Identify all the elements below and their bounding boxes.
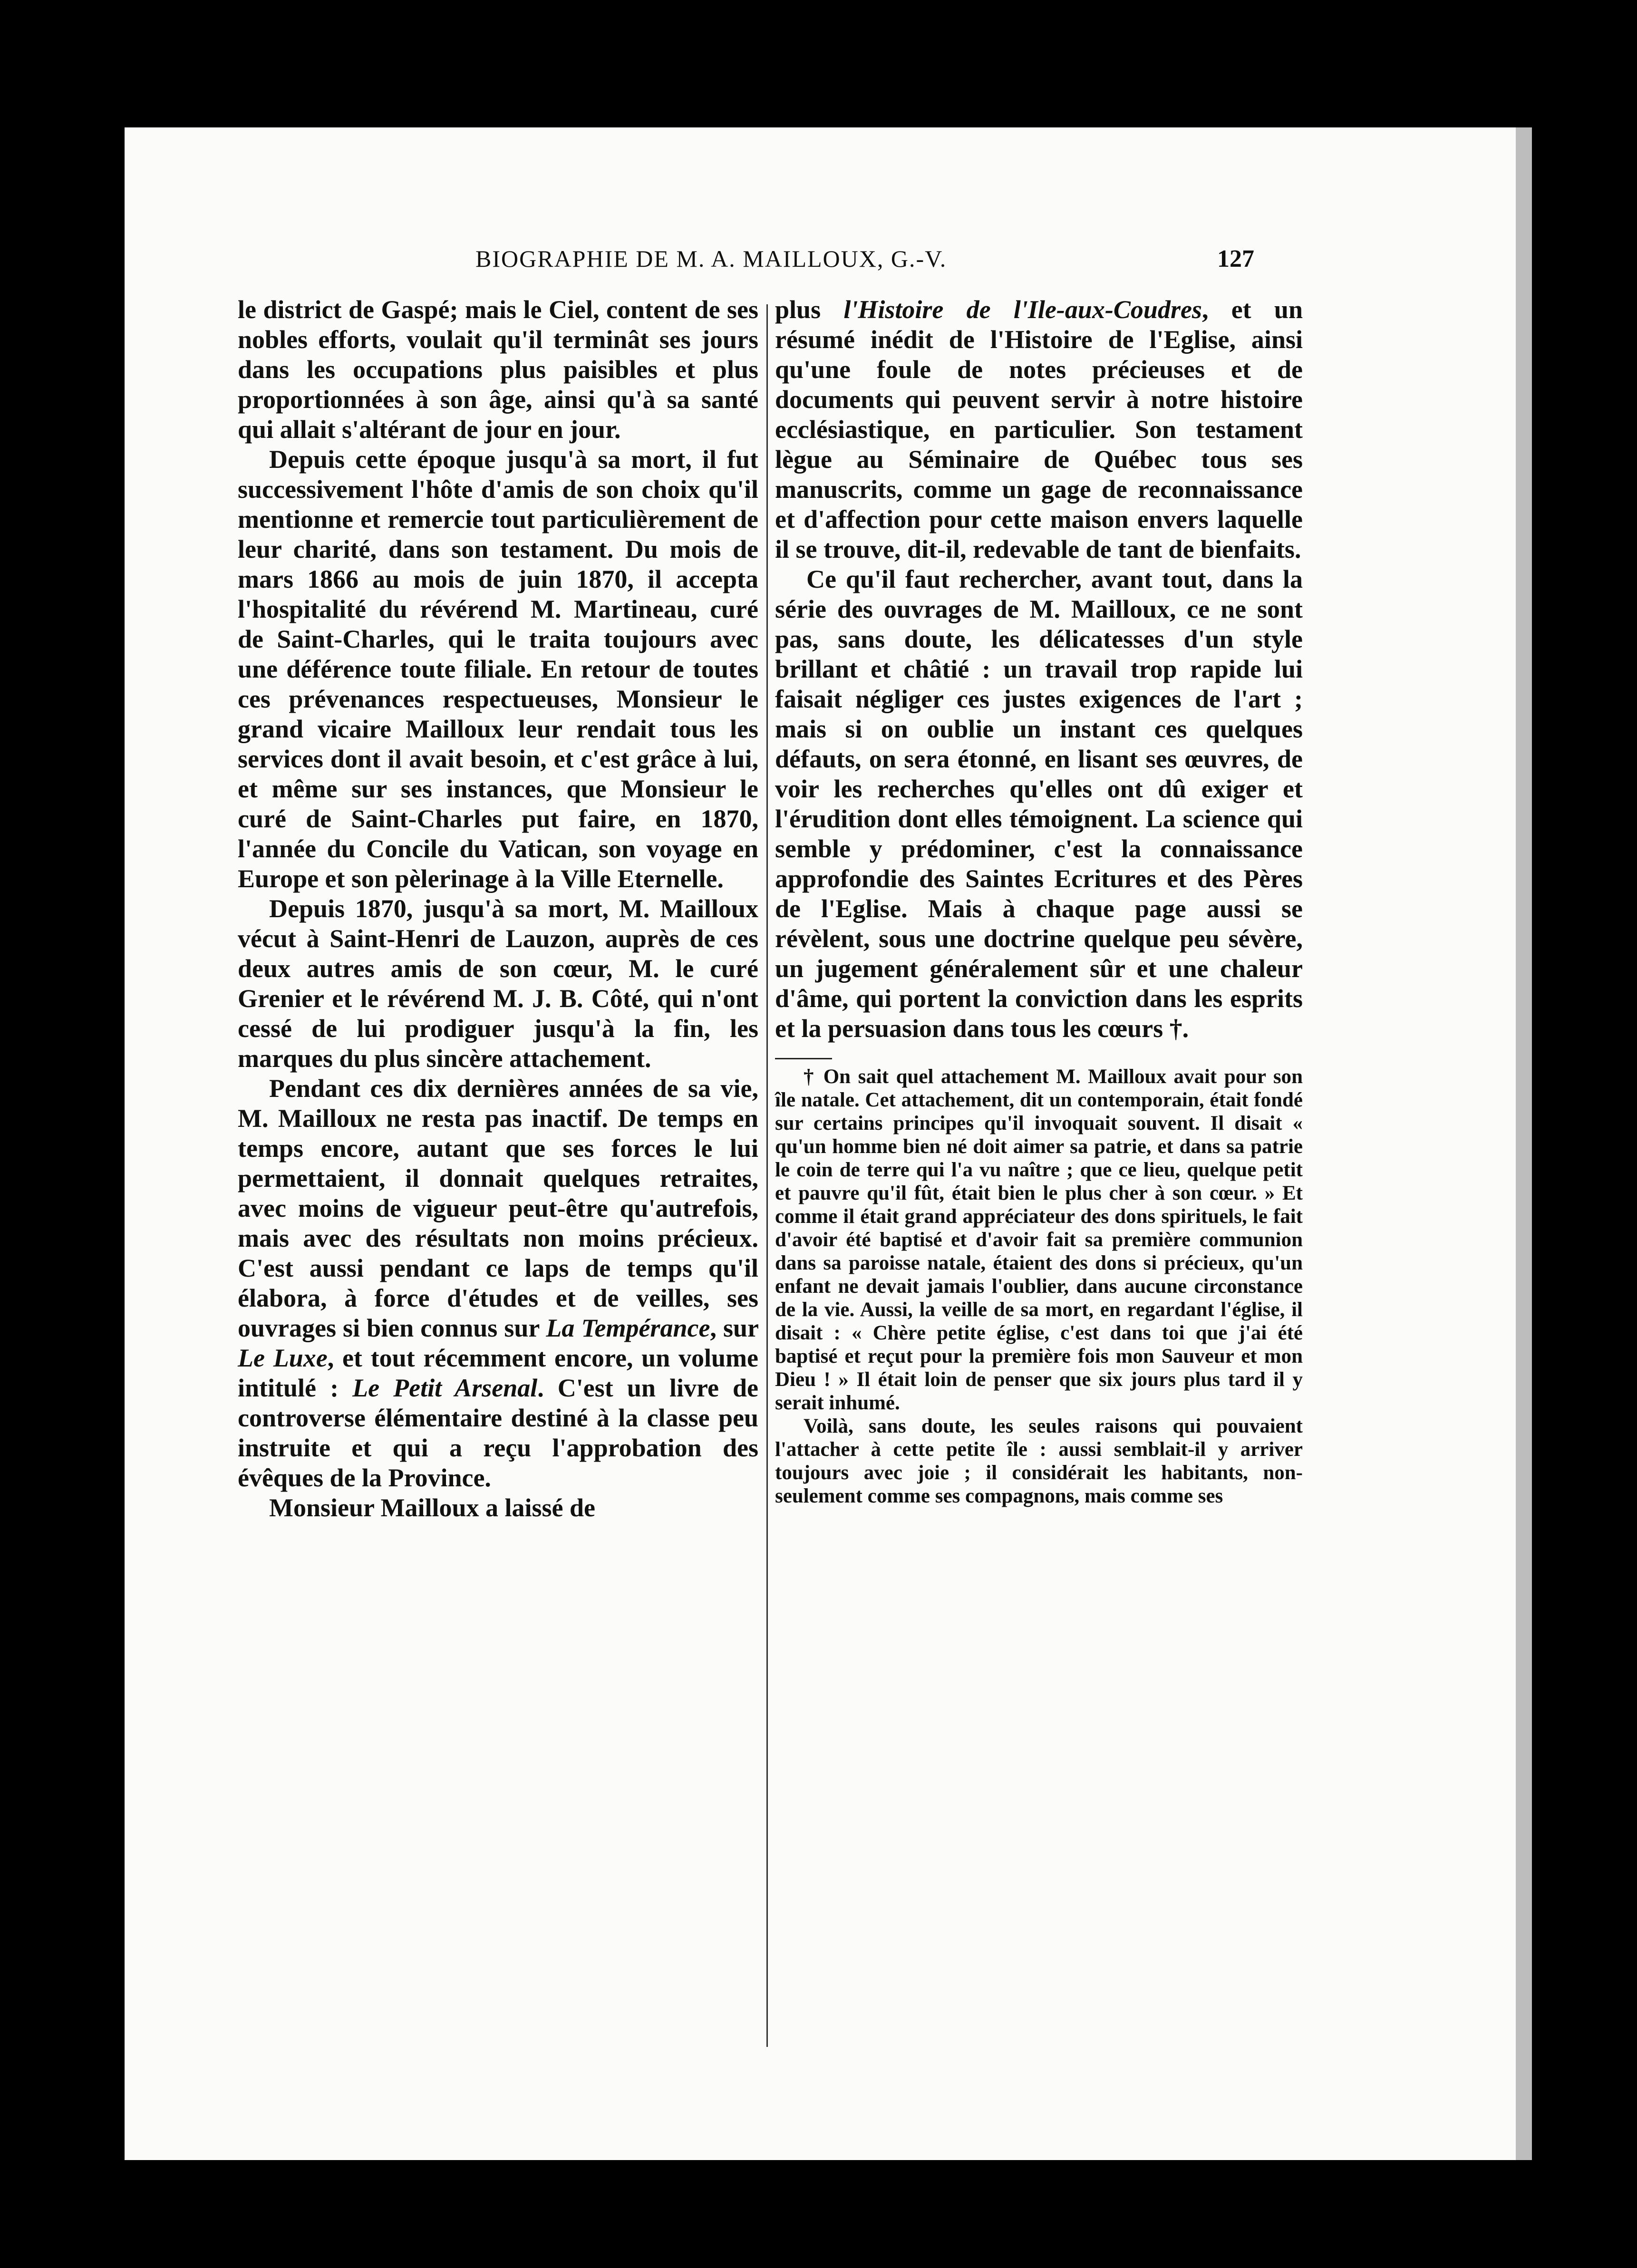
text-run: , et un résumé inédit de l'Histoire de l'Eglise, ainsi qu'une foule de notes précieuses et de documents qui peuvent servir à notre histoire ecclésiastique, en particulier. Son testament lègue au Séminaire de Québec tous ses manuscrits, comme un gage de reconnaissance et d'affection pour cette maison envers laquelle il se trouve, dit-il, redevable de tant de bienfaits. — [775, 295, 1303, 563]
work-title: l'Histoire de l'Ile-aux-Coudres — [843, 295, 1202, 324]
paragraph: Depuis cette époque jusqu'à sa mort, il fut successivement l'hôte d'amis de son choix qu'il mentionne et remercie tout particulièrement de leur charité, dans son testament. Du mois de mars 1866 au mois de juin 1870, il accepta l'hospitalité du révérend M. Martineau, curé de Saint-Charles, qui le traita toujours avec une déférence toute filiale. En retour de toutes ces prévenances respectueuses, Monsieur le grand vicaire Mailloux leur rendait tous les services dont il avait besoin, et c'est grâce à lui, et même sur ses instances, que Monsieur le curé de Saint-Charles put faire, en 1870, l'année du Concile du Vatican, son voyage en Europe et son pèlerinage à la Ville Eternelle. — [238, 445, 758, 893]
work-title: La Tempérance — [546, 1314, 710, 1342]
text-run: Pendant ces dix dernières années de sa vie, M. Mailloux ne resta pas inactif. De temps en temps encore, autant que ses forces le lui permettaient, il donnait quelques retraites, avec moins de vigueur peut-être qu'autrefois, mais avec des résultats non moins précieux. C'est aussi pendant ce laps de temps qu'il élabora, à force d'études et de veilles, ses ouvrages si bien connus sur — [238, 1074, 758, 1342]
paragraph: Ce qu'il faut rechercher, avant tout, dans la série des ouvrages de M. Mailloux, ce ne sont pas, sans doute, les délicatesses d'un style brillant et châtié : un travail trop rapide lui faisait négliger ces justes exigences de l'art ; mais si on oublie un instant ces quelques défauts, on sera étonné, en lisant ses œuvres, de voir les recherches qu'elles ont dû exiger et l'érudition dont elles témoignent. La science qui semble y prédominer, c'est la connaissance approfondie des Saintes Ecritures et des Pères de l'Eglise. Mais à chaque page aussi se révèlent, sous une doctrine quelque peu sévère, un jugement généralement sûr et une chaleur d'âme, qui portent la conviction dans les esprits et la persuasion dans tous les cœurs †. — [775, 565, 1303, 1043]
right-column — [775, 295, 1303, 1508]
left-column — [238, 295, 758, 1523]
work-title: Le Luxe — [238, 1344, 328, 1372]
text-run: plus — [775, 295, 821, 324]
text-run: . C'est un livre de controverse élémentaire destiné à la classe peu instruite et qui a reçu l'approbation des évêques de la Province. — [238, 1374, 758, 1492]
paragraph: le district de Gaspé; mais le Ciel, content de ses nobles efforts, voulait qu'il terminât ses jours dans les occupations plus paisibles et plus proportionnées à son âge, ainsi qu'à sa santé qui allait s'altérant de jour en jour. — [238, 295, 758, 444]
footnote: † On sait quel attachement M. Mailloux avait pour son île natale. Cet attachement, dit un contemporain, était fondé sur certains principes qu'il invoquait souvent. Il disait « qu'un homme bien né doit aimer sa patrie, et dans sa patrie le coin de terre qui l'a vu naître ; que ce lieu, quelque petit et pauvre qu'il fût, était bien le plus cher à son cœur. » Et comme il était grand appréciateur des dons spirituels, le fait d'avoir été baptisé et d'avoir fait sa première communion dans sa paroisse natale, étaient des dons si précieux, qu'un enfant ne devait jamais l'oublier, dans aucune circonstance de la vie. Aussi, la veille de sa mort, en regardant l'église, il disait : « Chère petite église, c'est dans toi que j'ai été baptisé et reçut pour la première fois mon Sauveur et mon Dieu ! » Il était loin de penser que six jours plus tard il y serait inhumé. — [775, 1066, 1303, 1414]
paragraph — [775, 295, 1303, 564]
page-number: 127 — [1217, 245, 1254, 272]
work-title: Le Petit Arsenal — [352, 1374, 538, 1402]
column-divider — [766, 304, 768, 2047]
footnote-rule — [775, 1058, 832, 1059]
paragraph: Depuis 1870, jusqu'à sa mort, M. Mailloux vécut à Saint-Henri de Lauzon, auprès de ces deux autres amis de son cœur, M. le curé Grenier et le révérend M. J. B. Côté, qui n'ont cessé de lui prodiguer jusqu'à la fin, les marques du plus sincère attachement. — [238, 894, 758, 1073]
paragraph: Monsieur Mailloux a laissé de — [269, 1493, 596, 1522]
footnotes — [775, 1065, 1303, 1508]
text-run: , sur — [710, 1314, 759, 1342]
running-title: BIOGRAPHIE DE M. A. MAILLOUX, G.-V. — [475, 245, 947, 272]
paragraph — [238, 1074, 758, 1493]
footnote: Voilà, sans doute, les seules raisons qui pouvaient l'attacher à cette petite île : aussi semblait-il y arriver toujours avec joie ; il considérait les habitants, non-seulement comme ses compagnons, mais comme ses — [775, 1415, 1303, 1507]
text-run: , et tout récemment encore, un volume intitulé : — [238, 1344, 758, 1402]
